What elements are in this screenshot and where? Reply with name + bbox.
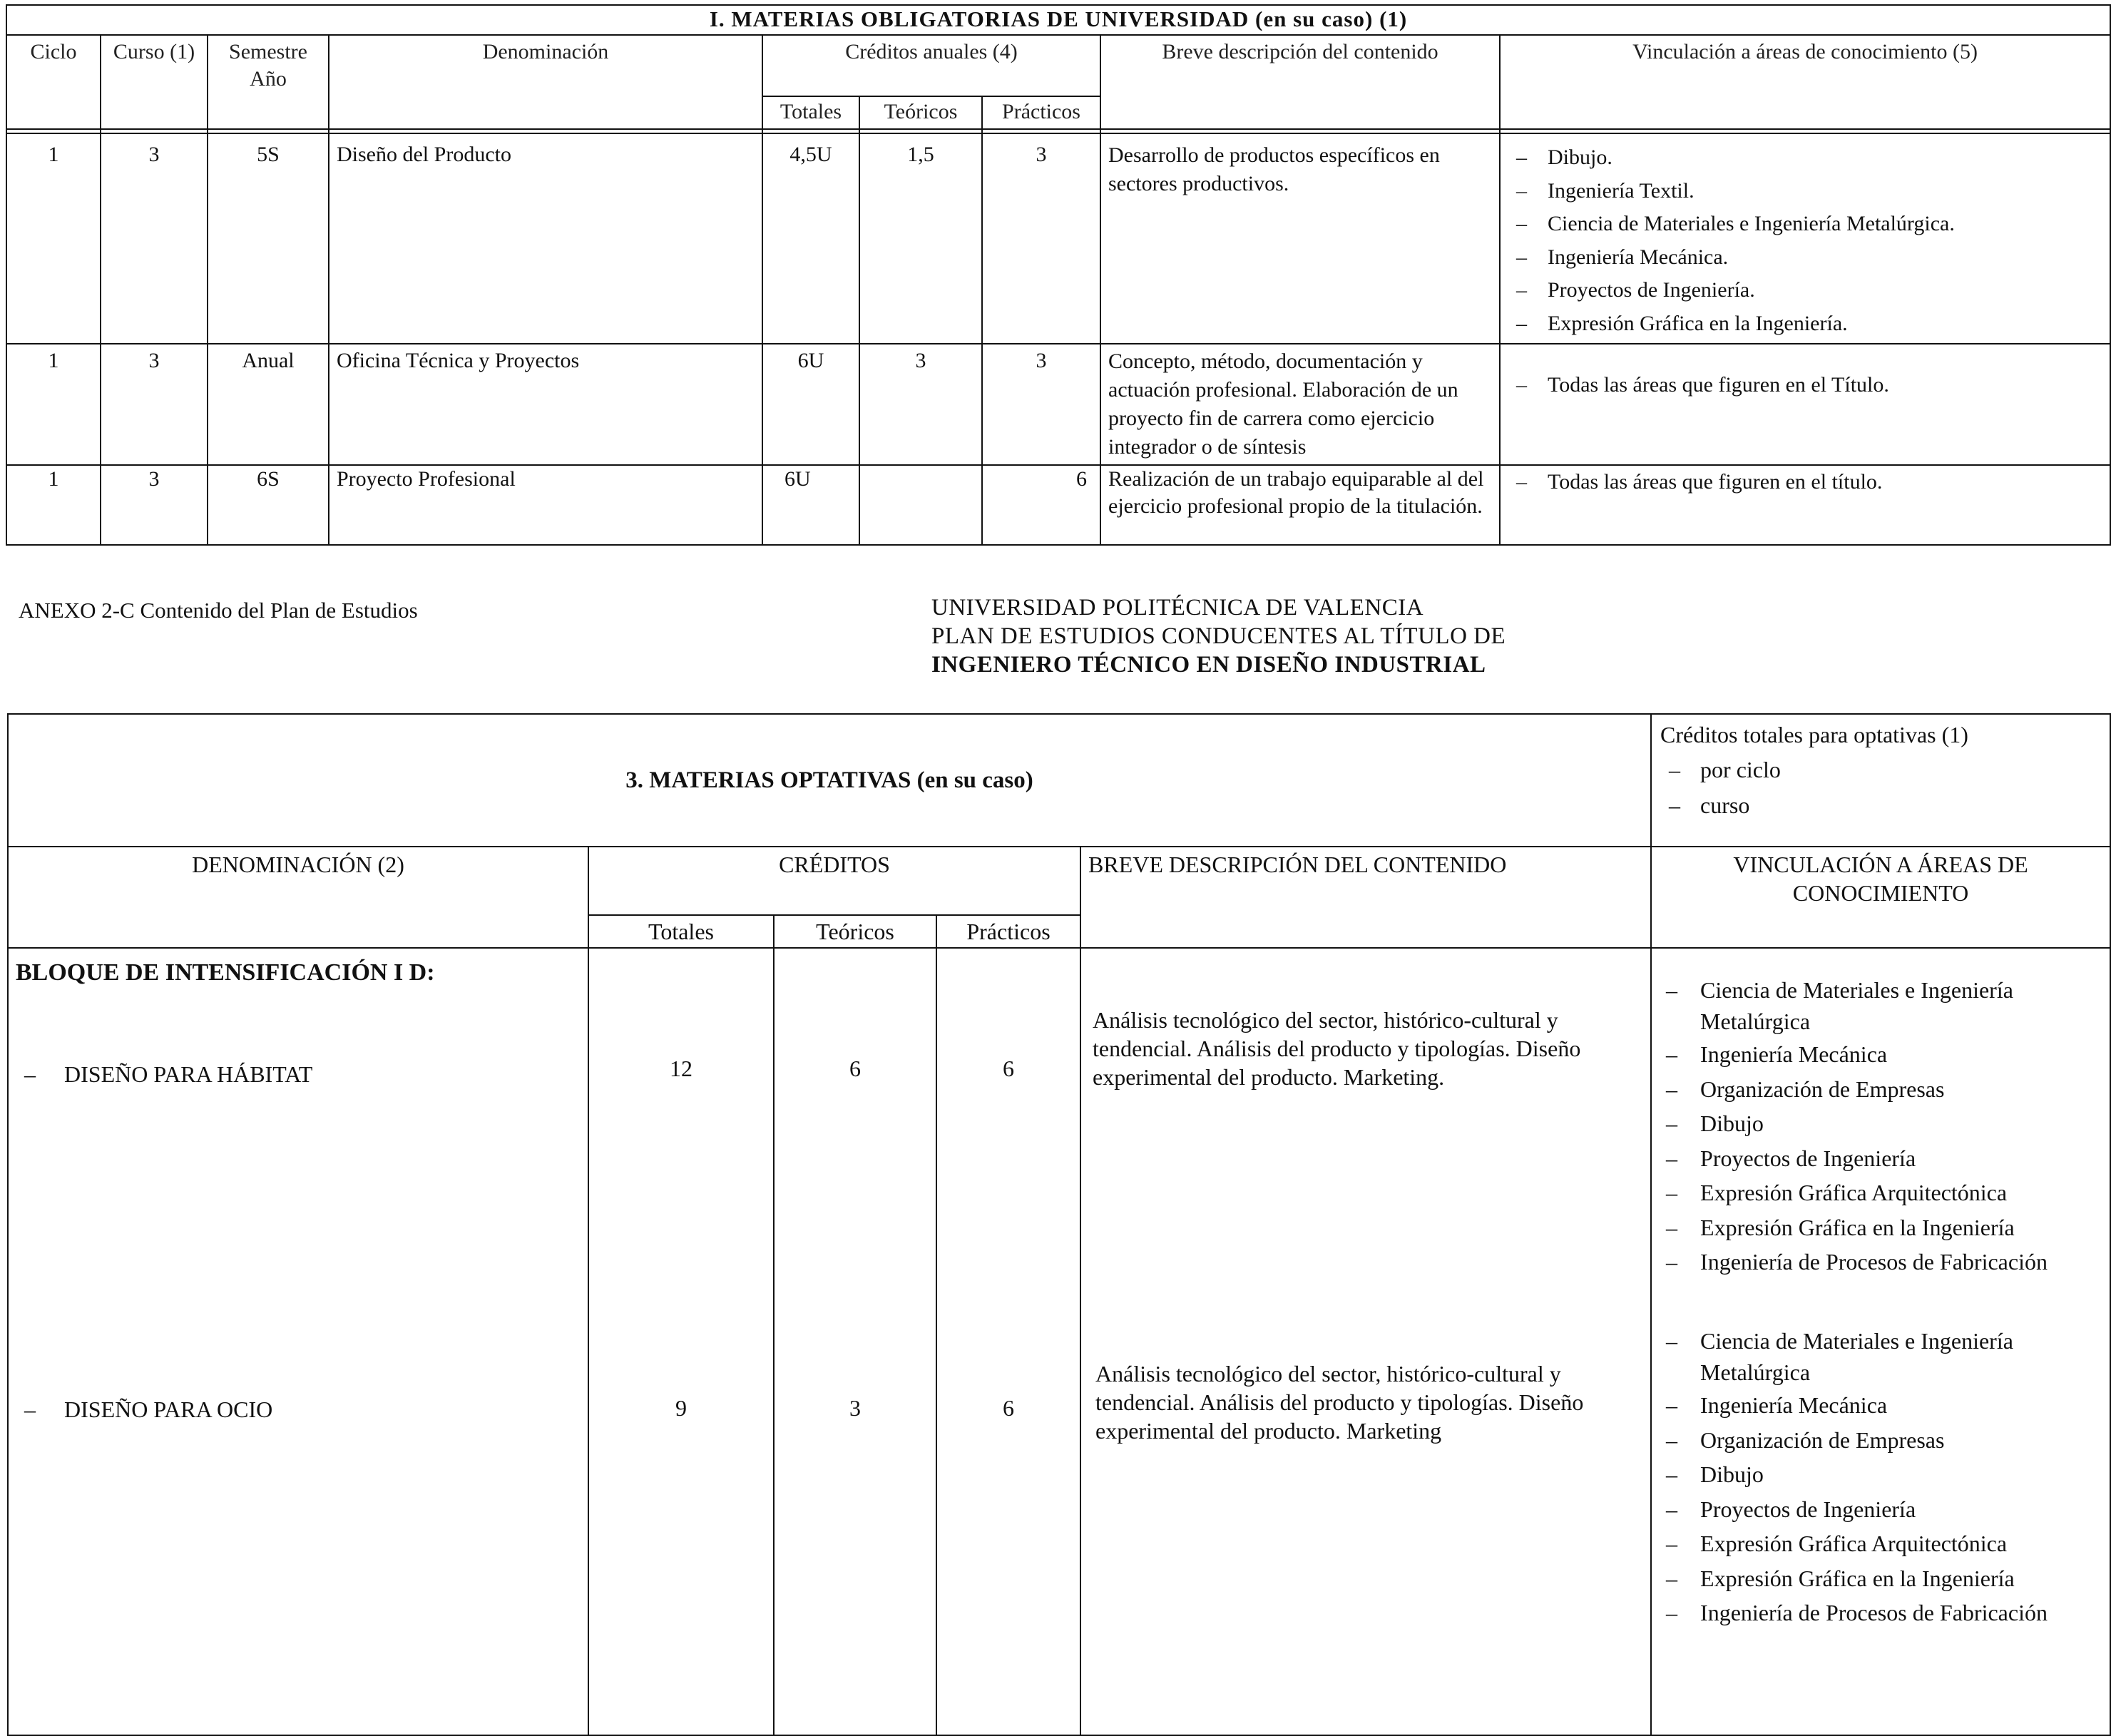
cell-semestre: 6S — [208, 465, 329, 545]
list-item: – Todas las áreas que figuren en el título. — [1508, 466, 2102, 499]
optativas-table — [7, 713, 2111, 1736]
cell-curso: 3 — [101, 133, 208, 344]
list-item: – Proyectos de Ingeniería — [1657, 1141, 2107, 1176]
areas-list — [1657, 974, 2107, 1280]
list-item: – Ingeniería Mecánica — [1657, 1388, 2107, 1423]
areas-list — [1657, 1325, 2107, 1630]
cell-totales: 12 — [588, 1004, 774, 1335]
cell-vinculacion — [1500, 465, 2110, 545]
cell-semestre: Anual — [208, 344, 329, 465]
list-item: – Dibujo — [1657, 1106, 2107, 1141]
cell-descripcion: Análisis tecnológico del sector, histórico-cultural y tendencial. Análisis del producto y tipologías. Diseño experimental del producto. Marketing — [1080, 1335, 1651, 1735]
list-item: – Organización de Empresas — [1657, 1423, 2107, 1458]
cell-vinculacion — [1651, 977, 2110, 1335]
cell-descripcion: Análisis tecnológico del sector, histórico-cultural y tendencial. Análisis del producto y tipologías. Diseño experimental del producto. Marketing. — [1080, 1004, 1651, 1335]
cell-totales: 6U — [762, 344, 859, 465]
header-denominacion: DENOMINACIÓN (2) — [8, 847, 588, 948]
creditos-totales-label: Créditos totales para optativas (1) — [1660, 722, 1968, 747]
row-name: DISEÑO PARA HÁBITAT — [64, 1061, 313, 1087]
list-item: – Ciencia de Materiales e Ingeniería Metalúrgica — [1657, 1325, 2107, 1388]
header-creditos: Créditos anuales (4) — [762, 35, 1100, 96]
table-row — [6, 344, 2110, 465]
cell-practicos: 6 — [936, 1004, 1080, 1335]
cell-denominacion: Diseño del Producto — [329, 133, 762, 344]
cell-ciclo: 1 — [6, 344, 101, 465]
header-vinculacion: Vinculación a áreas de conocimiento (5) — [1500, 35, 2110, 129]
list-item: – Ingeniería Mecánica — [1657, 1037, 2107, 1072]
header-totales: Totales — [762, 96, 859, 129]
table-row — [6, 465, 2110, 545]
cell-descripcion: Realización de un trabajo equiparable al del ejercicio profesional propio de la titulación. — [1100, 465, 1500, 545]
university-header — [931, 593, 1506, 679]
list-item: – por ciclo — [1660, 752, 2101, 787]
header-creditos: CRÉDITOS — [588, 847, 1080, 915]
cell-descripcion: Concepto, método, documentación y actuación profesional. Elaboración de un proyecto fin de carrera como ejercicio integrador o de síntesis — [1100, 344, 1500, 465]
list-item: – Expresión Gráfica Arquitectónica — [1657, 1526, 2107, 1561]
table-row — [8, 1335, 2110, 1735]
list-item: – curso — [1660, 787, 2101, 823]
cell-practicos: 6 — [982, 465, 1100, 545]
header-teoricos: Teóricos — [859, 96, 982, 129]
cell-teoricos: 6 — [774, 1004, 936, 1335]
header-semestre: Semestre Año — [208, 35, 329, 129]
row-name: DISEÑO PARA OCIO — [64, 1397, 273, 1422]
cell-totales: 9 — [588, 1335, 774, 1735]
table2-title: 3. MATERIAS OPTATIVAS (en su caso) — [8, 714, 1651, 847]
obligatorias-table — [6, 4, 2111, 546]
university-name: UNIVERSIDAD POLITÉCNICA DE VALENCIA — [931, 595, 1424, 621]
list-item: – Proyectos de Ingeniería — [1657, 1492, 2107, 1527]
cell-practicos: 6 — [936, 1335, 1080, 1735]
areas-list — [1508, 466, 2102, 499]
header-practicos: Prácticos — [936, 915, 1080, 948]
list-item: – Dibujo — [1657, 1457, 2107, 1492]
cell-totales: 6U — [762, 465, 859, 545]
header-vinculacion: VINCULACIÓN A ÁREAS DE CONOCIMIENTO — [1651, 847, 2110, 948]
header-denominacion: Denominación — [329, 35, 762, 129]
degree-title: INGENIERO TÉCNICO EN DISEÑO INDUSTRIAL — [931, 652, 1486, 678]
list-item: – Ingeniería de Procesos de Fabricación — [1657, 1595, 2107, 1630]
cell-teoricos: 3 — [774, 1335, 936, 1735]
list-item: – Dibujo. — [1508, 141, 2102, 175]
table-row — [6, 133, 2110, 344]
cell-denominacion: Proyecto Profesional — [329, 465, 762, 545]
header-descripcion: BREVE DESCRIPCIÓN DEL CONTENIDO — [1080, 847, 1651, 948]
cell-practicos: 3 — [982, 344, 1100, 465]
cell-denominacion: – DISEÑO PARA HÁBITAT — [8, 1004, 588, 1335]
cell-ciclo: 1 — [6, 465, 101, 545]
cell-denominacion: Oficina Técnica y Proyectos — [329, 344, 762, 465]
annex-label: ANEXO 2-C Contenido del Plan de Estudios — [19, 598, 418, 623]
cell-semestre: 5S — [208, 133, 329, 344]
cell-vinculacion — [1651, 1328, 2110, 1735]
cell-curso: 3 — [101, 344, 208, 465]
cell-ciclo: 1 — [6, 133, 101, 344]
creditos-totales — [1651, 714, 2110, 847]
header-curso: Curso (1) — [101, 35, 208, 129]
list-item: – Organización de Empresas — [1657, 1072, 2107, 1107]
list-item: – Ingeniería de Procesos de Fabricación — [1657, 1245, 2107, 1280]
list-item: – Proyectos de Ingeniería. — [1508, 274, 2102, 307]
header-teoricos: Teóricos — [774, 915, 936, 948]
cell-teoricos: 3 — [859, 344, 982, 465]
header-totales: Totales — [588, 915, 774, 948]
areas-list — [1508, 141, 2102, 340]
list-item: – Expresión Gráfica Arquitectónica — [1657, 1175, 2107, 1210]
cell-practicos: 3 — [982, 133, 1100, 344]
list-item: – Ciencia de Materiales e Ingeniería Metalúrgica. — [1508, 208, 2102, 241]
cell-totales: 4,5U — [762, 133, 859, 344]
cell-denominacion: – DISEÑO PARA OCIO — [8, 1335, 588, 1735]
plan-title: PLAN DE ESTUDIOS CONDUCENTES AL TÍTULO DE — [931, 623, 1506, 649]
cell-vinculacion — [1500, 133, 2110, 344]
table-row — [8, 1004, 2110, 1335]
list-item: – Expresión Gráfica en la Ingeniería. — [1508, 307, 2102, 341]
cell-descripcion: Desarrollo de productos específicos en sectores productivos. — [1100, 133, 1500, 344]
table1-title: I. MATERIAS OBLIGATORIAS DE UNIVERSIDAD (en su caso) (1) — [6, 5, 2110, 35]
list-item: – Ciencia de Materiales e Ingeniería Metalúrgica — [1657, 974, 2107, 1037]
cell-vinculacion — [1500, 344, 2110, 465]
list-item: – Ingeniería Mecánica. — [1508, 241, 2102, 275]
list-item: – Ingeniería Textil. — [1508, 175, 2102, 208]
list-item: – Todas las áreas que figuren en el Título. — [1508, 369, 2102, 402]
areas-list — [1508, 369, 2102, 402]
bloque-heading: BLOQUE DE INTENSIFICACIÓN I D: — [8, 948, 588, 1004]
list-item: – Expresión Gráfica en la Ingeniería — [1657, 1561, 2107, 1596]
list-item: – Expresión Gráfica en la Ingeniería — [1657, 1210, 2107, 1245]
header-practicos: Prácticos — [982, 96, 1100, 129]
cell-teoricos: 1,5 — [859, 133, 982, 344]
cell-curso: 3 — [101, 465, 208, 545]
header-descripcion: Breve descripción del contenido — [1100, 35, 1500, 129]
cell-teoricos — [859, 465, 982, 545]
creditos-totales-list — [1660, 752, 2101, 823]
header-ciclo: Ciclo — [6, 35, 101, 129]
